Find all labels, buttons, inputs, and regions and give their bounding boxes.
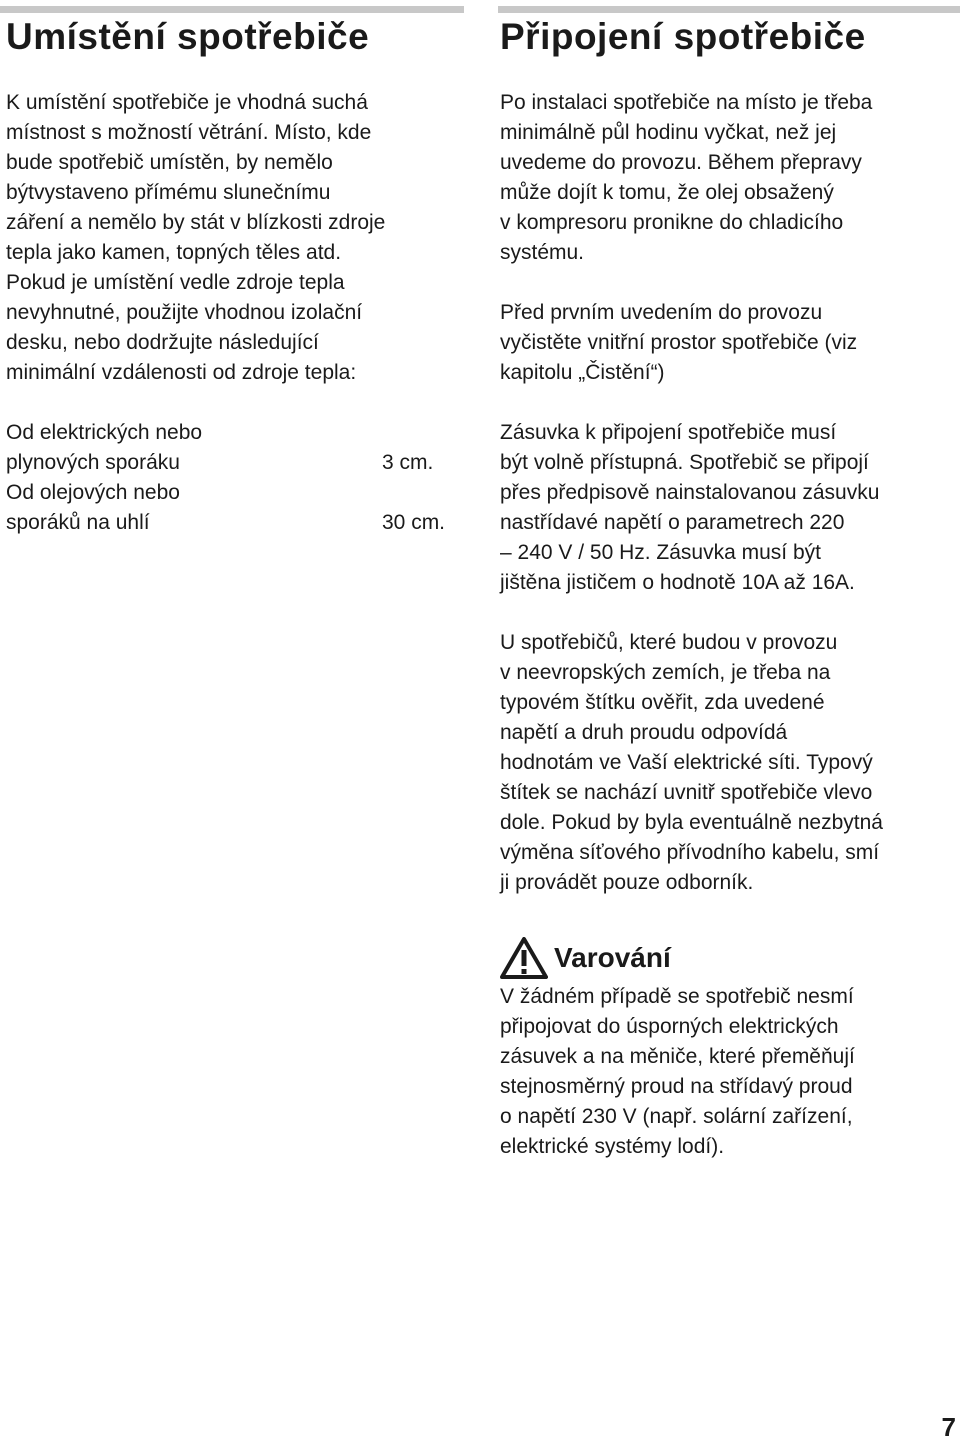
connection-para-3 [500,418,955,598]
page-number: 7 [941,1412,956,1442]
connection-text-3: Zásuvka k připojení spotřebiče musí být volně přístupná. Spotřebič se připojí přes předpisově nainstalovanou zásuvku nastřídavé napětí o parametrech 220 – 240 V / 50 Hz. Zásuvka musí být jištěna jističem o hodnotě 10A až 16A. [500,421,880,594]
warning-triangle-icon [500,937,548,979]
placement-heading: Umístění spotřebiče [6,16,370,57]
connection-text-1: Po instalaci spotřebiče na místo je třeba minimálně půl hodinu vyčkat, než jej uvedeme do provozu. Během přepravy může dojít k tomu, že olej obsažený v kompresoru pronikne do chladicího systému. [500,91,873,264]
placement-intro-text: K umístění spotřebiče je vhodná suchá místnost s možností větrání. Místo, kde bude spotřebič umístěn, by nemělo býtvystaveno přímému slunečnímu záření a nemělo by stát v blízkosti zdroje tepla jako kamen, topných těles atd. Pokud je umístění vedle zdroje tepla nevyhnutné, použijte vhodnou izolační desku, nebo dodržujte následující minimální vzdálenosti od zdroje tepla: [6,91,386,384]
distance-value: 3 cm. [382,451,434,474]
connection-heading: Připojení spotřebiče [500,16,866,57]
warning-header [500,937,671,979]
warning-body [500,982,955,1162]
warning-text: V žádném případě se spotřebič nesmí připojovat do úsporných elektrických zásuvek a na měniče, které přeměňují stejnosměrný proud na střídavý proud o napětí 230 V (např. solární zařízení, elektrické systémy lodí). [500,985,855,1158]
connection-para-1 [500,88,955,268]
heading-rule-right [498,6,960,13]
connection-para-2 [500,298,955,388]
distance-list [6,418,464,538]
connection-text-4: U spotřebičů, které budou v provozu v neevropských zemích, je třeba na typovém štítku ověřit, zda uvedené napětí a druh proudu odpovídá hodnotám ve Vaší elektrické síti. Typový štítek se nachází uvnitř spotřebiče vlevo dole. Pokud by byla eventuálně nezbytná výměna síťového přívodního kabelu, smí ji provádět pouze odborník. [500,631,883,894]
placement-intro-block [6,88,464,388]
distance-row-oil [6,478,464,538]
distance-row-electric [6,418,464,478]
heading-rule-left [0,6,464,13]
distance-label: Od elektrických nebo plynových sporáku [6,421,203,474]
warning-title: Varování [554,942,671,973]
distance-label: Od olejových nebo sporáků na uhlí [6,481,180,534]
distance-value: 30 cm. [382,511,446,534]
connection-para-4 [500,628,960,898]
connection-text-2: Před prvním uvedením do provozu vyčistěte vnitřní prostor spotřebiče (viz kapitolu „Čistění“) [500,301,858,384]
